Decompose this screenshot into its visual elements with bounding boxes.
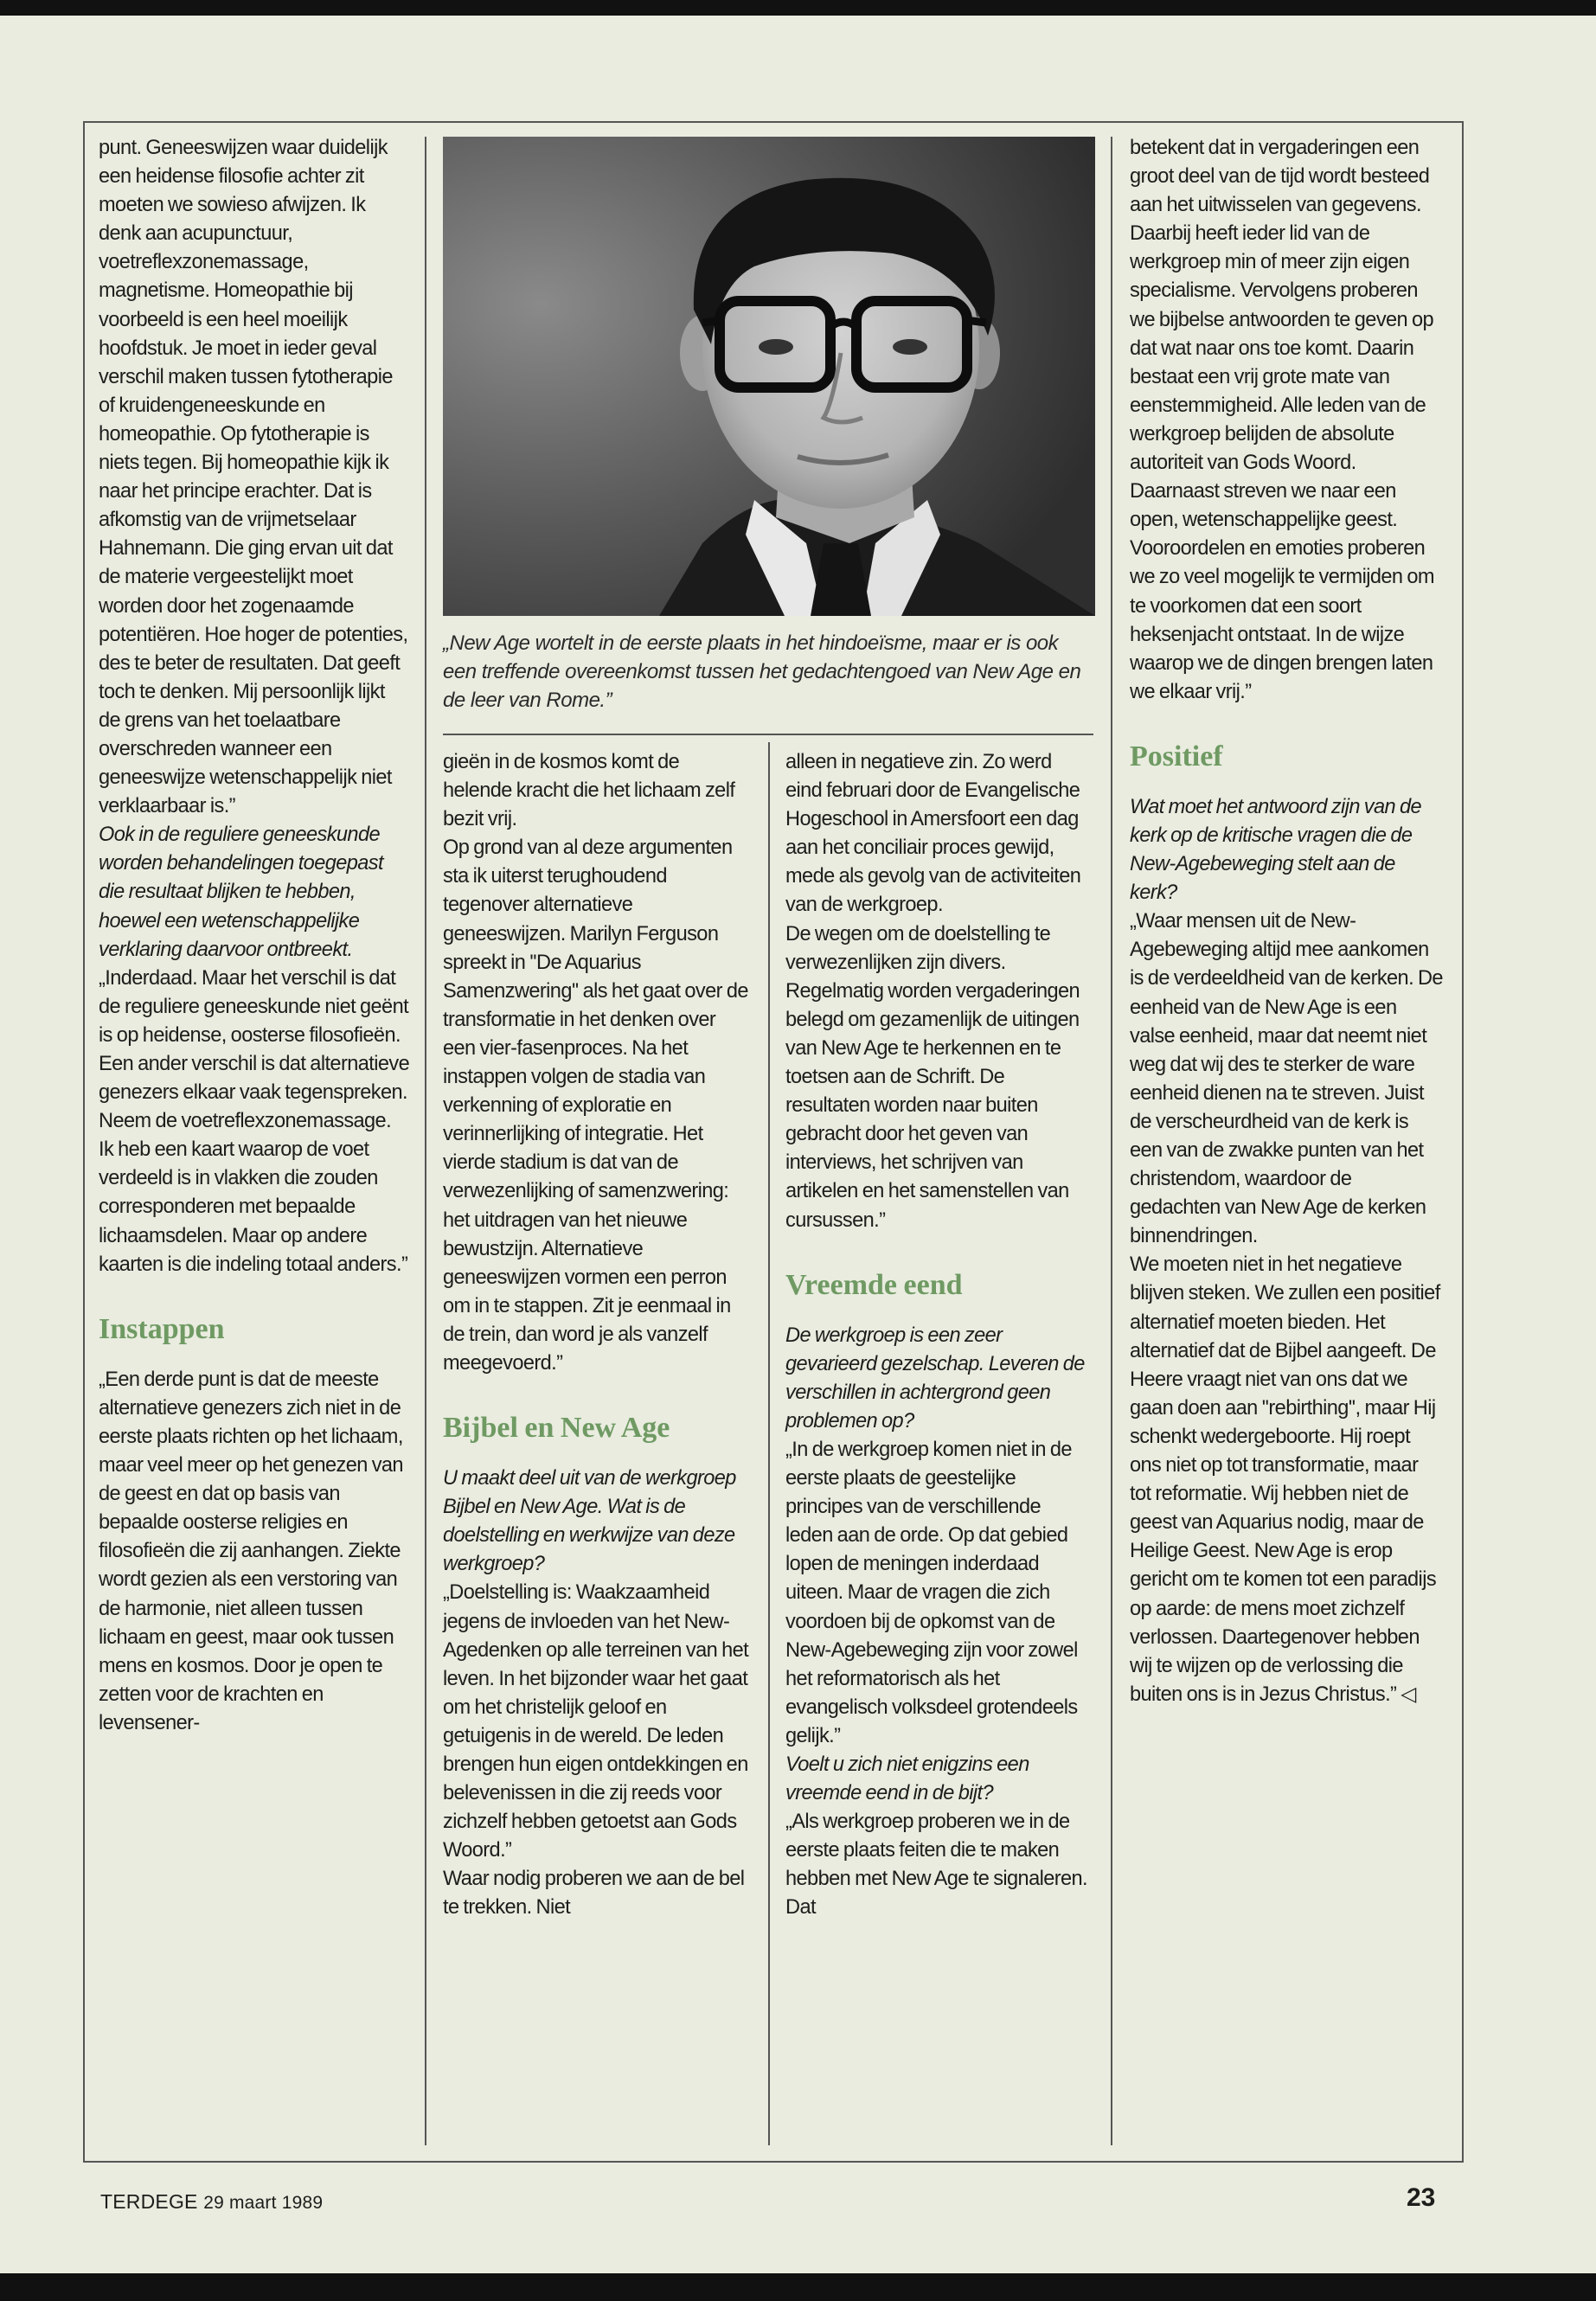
article-column-2 bbox=[443, 748, 751, 1923]
page-number: 23 bbox=[1407, 2183, 1436, 2212]
scan-top-edge bbox=[0, 0, 1596, 16]
scan-bottom-edge bbox=[0, 2273, 1596, 2301]
article-column-4 bbox=[1130, 134, 1443, 1709]
paragraph: De wegen om de doelstelling te verwezenlijken zijn divers. Regelmatig worden vergaderingen belegd om gezamenlijk de uitingen van New Age te herkennen en te toetsen aan de Schrift. De resultaten worden naar buiten gebracht door het geven van interviews, het schrijven van artikelen en het samenstellen van cursussen.” bbox=[785, 922, 1080, 1232]
paragraph: „In de werkgroep komen niet in de eerste plaats de geestelijke principes van de verschillende leden aan de orde. Op dat gebied lopen de meningen inderdaad uiteen. Maar de vragen die zich voordoen bij de opkomst van de New-Agebeweging zijn voor zowel het reformatorisch als het evangelisch volksdeel grotendeels gelijk.” bbox=[785, 1438, 1078, 1747]
column-rule-1 bbox=[425, 137, 426, 2145]
magazine-name: TERDEGE bbox=[100, 2190, 198, 2213]
paragraph: We moeten niet in het negatieve blijven steken. We zullen een positief alternatief moeten bieden. Het alternatief dat de Bijbel aangeeft. De Heere vraagt niet van ons dat we gaan doen aan ''rebirthing'', maar Hij schenkt wedergeboorte. Hij roept ons niet op tot transformatie, maar tot reformatie. Wij hebben niet de geest van Aquarius nodig, maar de Heilige Geest. New Age is erop gericht om te komen tot een paradijs op aarde: de mens moet zichzelf verlossen. Daartegenover hebben wij te wijzen op de verlossing die buiten ons is in Jezus Christus.” ◁ bbox=[1130, 1253, 1440, 1706]
paragraph: „Een derde punt is dat de meeste alternatieve genezers zich niet in de eerste plaats richten op het lichaam, maar veel meer op het genezen van de geest en dat op basis van bepaalde oosterse religies en filosofieën die zij aanhangen. Ziekte wordt gezien als een verstoring van de harmonie, niet alleen tussen lichaam en geest, maar ook tussen mens en kosmos. Door je open te zetten voor de krachten en levensener- bbox=[99, 1368, 403, 1734]
interview-question: Voelt u zich niet enigzins een vreemde eend in de bijt? bbox=[785, 1753, 1029, 1805]
column-rule-2 bbox=[768, 742, 770, 2145]
column-rule-3 bbox=[1111, 137, 1112, 2145]
paragraph: Waar nodig proberen we aan de bel te trekken. Niet bbox=[443, 1868, 745, 1920]
portrait-photo bbox=[443, 137, 1095, 616]
interview-question: U maakt deel uit van de werkgroep Bijbel en New Age. Wat is de doelstelling en werkwijze van deze werkgroep? bbox=[443, 1467, 736, 1576]
issue-date: 29 maart 1989 bbox=[203, 2193, 324, 2213]
paragraph: „Doelstelling is: Waakzaamheid jegens de invloeden van het New-Agedenken op alle terreinen van het leven. In het bijzonder waar het gaat om het christelijk geloof en getuigenis in de wereld. De leden brengen hun eigen ontdekkingen en belevenissen in die zij reeds voor zichzelf hebben getoetst aan Gods Woord.” bbox=[443, 1581, 749, 1862]
paragraph: „Waar mensen uit de New-Agebeweging altijd mee aankomen is de verdeeldheid van de kerken. De eenheid van de New Age is een valse eenheid, maar dat neemt niet weg dat wij des te sterker de ware eenheid dienen na te streven. Juist de verscheurdheid van de kerk is een van de zwakke punten van het christendom, waardoor de gedachten van New Age de kerken binnendringen. bbox=[1130, 910, 1443, 1248]
interview-question: Wat moet het antwoord zijn van de kerk op de kritische vragen die de New-Agebeweging stelt aan de kerk? bbox=[1130, 795, 1422, 905]
interview-question: De werkgroep is een zeer gevarieerd gezelschap. Leveren de verschillen in achtergrond geen problemen op? bbox=[785, 1324, 1085, 1433]
interview-question: Ook in de reguliere geneeskunde worden behandelingen toegepast die resultaat blijken te hebben, hoewel een wetenschappelijke verklaring daarvoor ontbreekt. bbox=[99, 824, 383, 961]
article-column-1 bbox=[99, 134, 410, 1738]
paragraph: gieën in de kosmos komt de helende kracht die het lichaam zelf bezit vrij. bbox=[443, 751, 735, 831]
paragraph: „Inderdaad. Maar het verschil is dat de reguliere geneeskunde niet geënt is op heidense, oosterse filosofieën. Een ander verschil is dat alternatieve genezers elkaar vaak tegenspreken. Neem de voetreflexzonemassage. Ik heb een kaart waarop de voet verdeeld is in vlakken die zouden corresponderen met bepaalde lichaamsdelen. Maar op andere kaarten is die indeling totaal anders.” bbox=[99, 966, 410, 1276]
section-heading-positief: Positief bbox=[1130, 740, 1223, 772]
paragraph: punt. Geneeswijzen waar duidelijk een heidense filosofie achter zit moeten we sowieso afwijzen. Ik denk aan acupunctuur, voetreflexzonemassage, magnetisme. Homeopathie bij voorbeeld is een heel moeilijk hoofdstuk. Je moet in ieder geval verschil maken tussen fytotherapie of kruidengeneeskunde en homeopathie. Op fytotherapie is niets tegen. Bij homeopathie kijk ik naar het principe erachter. Dat is afkomstig van de vrijmetselaar Hahnemann. Die ging ervan uit dat de materie vergeestelijkt moet worden door het zogenaamde potentiëren. Hoe hoger de potenties, des te beter de resultaten. Dat geeft toch te denken. Mij persoonlijk lijkt de grens van het toelaatbare overschreden wanneer een geneeswijze wetenschappelijk niet verklaarbaar is.” bbox=[99, 137, 408, 818]
section-heading-vreemde-eend: Vreemde eend bbox=[785, 1268, 963, 1301]
portrait-illustration bbox=[443, 137, 1095, 616]
paragraph: betekent dat in vergaderingen een groot deel van de tijd wordt besteed aan het uitwisselen van gegevens. Daarbij heeft ieder lid van de werkgroep min of meer zijn eigen specialisme. Vervolgens proberen we bijbelse antwoorden te geven op dat wat naar ons toe komt. Daarin bestaat een vrij grote mate van eenstemmigheid. Alle leden van de werkgroep belijden de absolute autoriteit van Gods Woord. Daarnaast streven we naar een open, wetenschappelijke geest. Vooroordelen en emoties proberen we zo veel mogelijk te vermijden om te voorkomen dat een soort heksenjacht ontstaat. In de wijze waarop we de dingen brengen laten we elkaar vrij.” bbox=[1130, 137, 1434, 703]
section-heading-bijbel-en-new-age: Bijbel en New Age bbox=[443, 1412, 670, 1445]
paragraph: alleen in negatieve zin. Zo werd eind februari door de Evangelische Hogeschool in Amersfoort een dag aan het conciliair proces gewijd, mede als gevolg van de activiteiten van de werkgroep. bbox=[785, 751, 1081, 917]
photo-caption: „New Age wortelt in de eerste plaats in het hindoeïsme, maar er is ook een treffende overeenkomst tussen het gedachtengoed van New Age en de leer van Rome.” bbox=[443, 631, 1081, 712]
section-heading-instappen: Instappen bbox=[99, 1312, 225, 1345]
caption-rule bbox=[443, 734, 1093, 735]
paragraph: „Als werkgroep proberen we in de eerste plaats feiten die te maken hebben met New Age te signaleren. Dat bbox=[785, 1811, 1088, 1920]
article-column-3 bbox=[785, 748, 1090, 1923]
footer-issue bbox=[100, 2190, 323, 2214]
paragraph: Op grond van al deze argumenten sta ik uiterst terughoudend tegenover alternatieve geneeswijzen. Marilyn Ferguson spreekt in ''De Aquarius Samenzwering'' als het gaat over de transformatie in het denken over een vier-fasenproces. Na het instappen volgen de stadia van verkenning of exploratie en verinnerlijking of integratie. Het vierde stadium is dat van de verwezenlijking of samenzwering: het uitdragen van het nieuwe bewustzijn. Alternatieve geneeswijzen vormen een perron om in te stappen. Zit je eenmaal in de trein, dan word je als vanzelf meegevoerd.” bbox=[443, 836, 748, 1375]
